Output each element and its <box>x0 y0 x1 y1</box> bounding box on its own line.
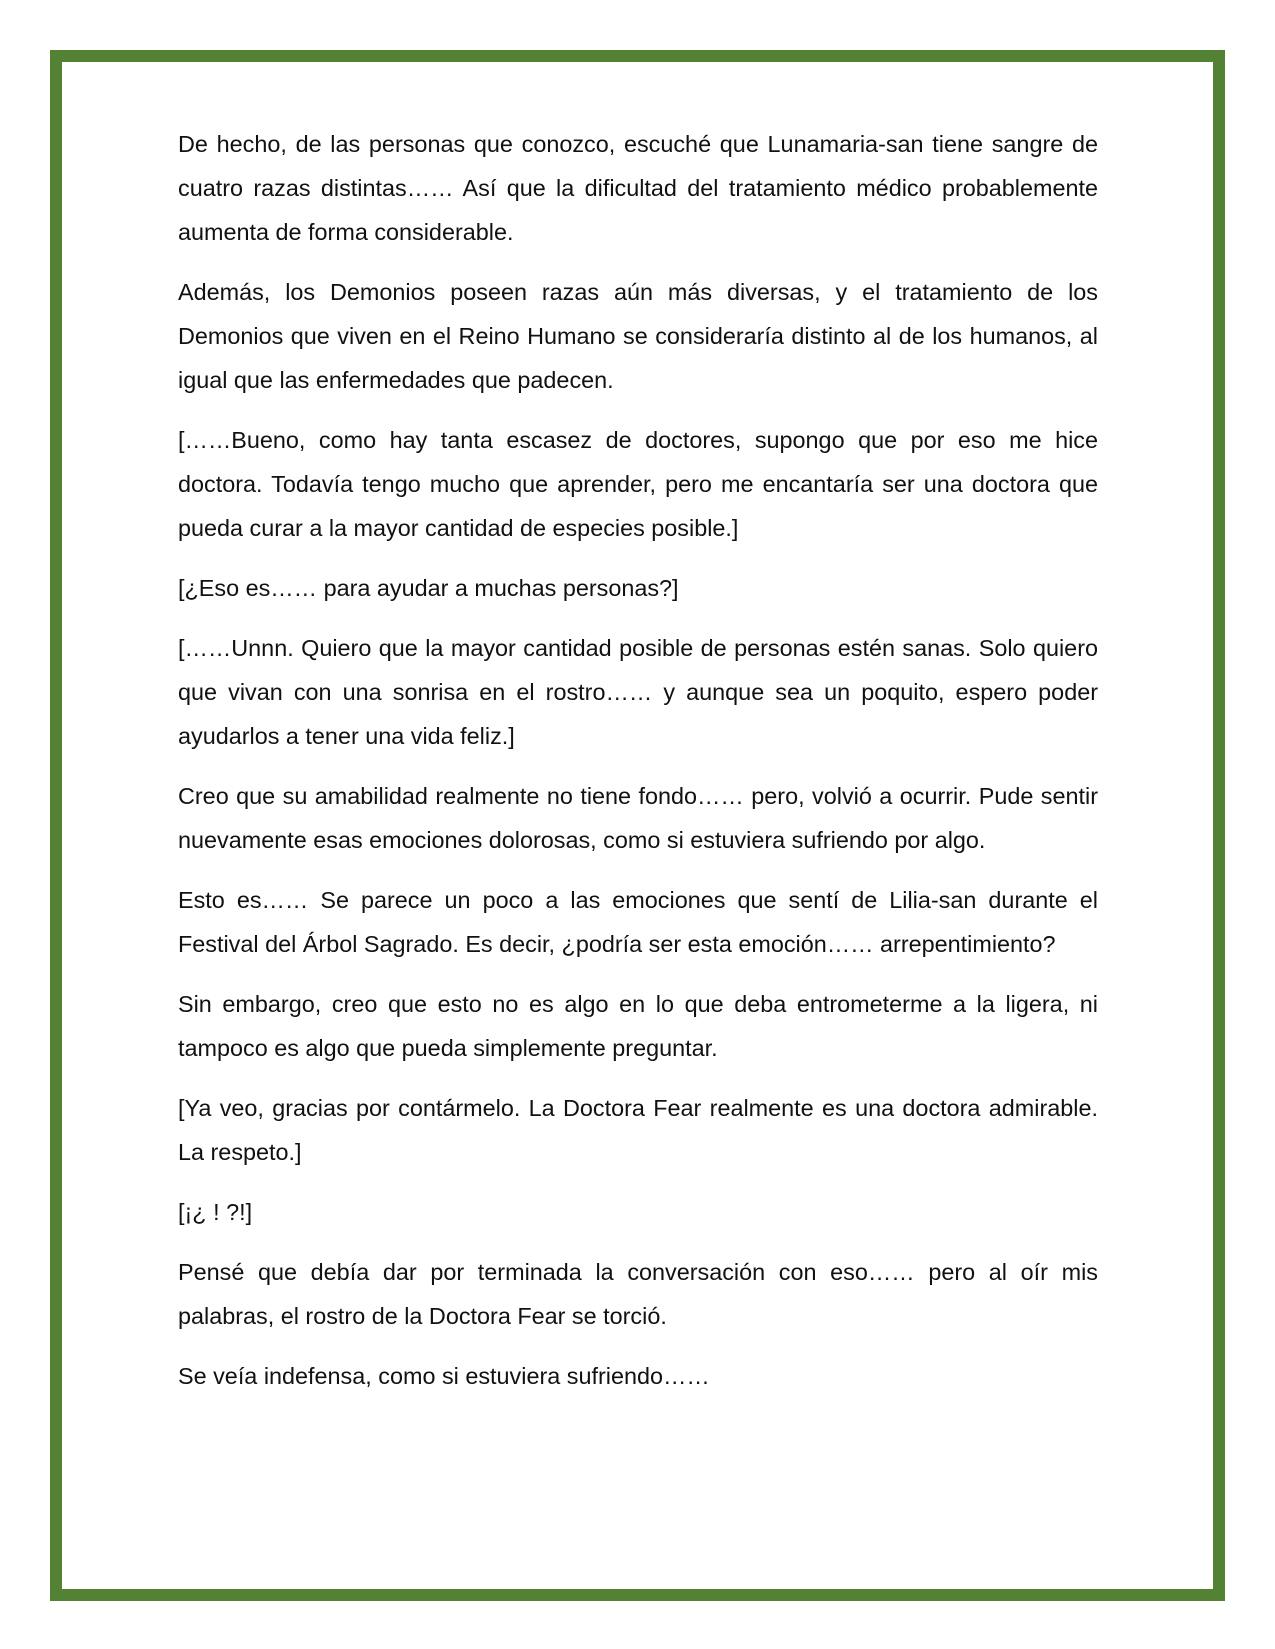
paragraph: Creo que su amabilidad realmente no tiene fondo…… pero, volvió a ocurrir. Pude sentir nuevamente esas emociones dolorosas, como si estuviera sufriendo por algo. <box>178 783 1098 853</box>
paragraph: Esto es…… Se parece un poco a las emociones que sentí de Lilia-san durante el Festival del Árbol Sagrado. Es decir, ¿podría ser esta emoción…… arrepentimiento? <box>178 887 1098 957</box>
paragraph: Se veía indefensa, como si estuviera sufriendo…… <box>178 1363 710 1389</box>
document-body <box>178 122 1098 1414</box>
paragraph: Pensé que debía dar por terminada la conversación con eso…… pero al oír mis palabras, el rostro de la Doctora Fear se torció. <box>178 1259 1098 1329</box>
paragraph: [¡¿ ! ?!] <box>178 1199 253 1225</box>
paragraph: Sin embargo, creo que esto no es algo en lo que deba entrometerme a la ligera, ni tampoco es algo que pueda simplemente preguntar. <box>178 991 1098 1061</box>
paragraph: [¿Eso es…… para ayudar a muchas personas?] <box>178 575 679 601</box>
paragraph: [……Bueno, como hay tanta escasez de doctores, supongo que por eso me hice doctora. Todavía tengo mucho que aprender, pero me encantaría ser una doctora que pueda curar a la mayor cantidad de especies posible.] <box>178 427 1098 541</box>
paragraph: [……Unnn. Quiero que la mayor cantidad posible de personas estén sanas. Solo quiero que vivan con una sonrisa en el rostro…… y aunque sea un poquito, espero poder ayudarlos a tener una vida feliz.] <box>178 635 1098 749</box>
paragraph: De hecho, de las personas que conozco, escuché que Lunamaria-san tiene sangre de cuatro razas distintas…… Así que la dificultad del tratamiento médico probablemente aumenta de forma considerable. <box>178 131 1098 245</box>
paragraph: Además, los Demonios poseen razas aún más diversas, y el tratamiento de los Demonios que viven en el Reino Humano se consideraría distinto al de los humanos, al igual que las enfermedades que padecen. <box>178 279 1098 393</box>
paragraph: [Ya veo, gracias por contármelo. La Doctora Fear realmente es una doctora admirable. La respeto.] <box>178 1095 1098 1165</box>
